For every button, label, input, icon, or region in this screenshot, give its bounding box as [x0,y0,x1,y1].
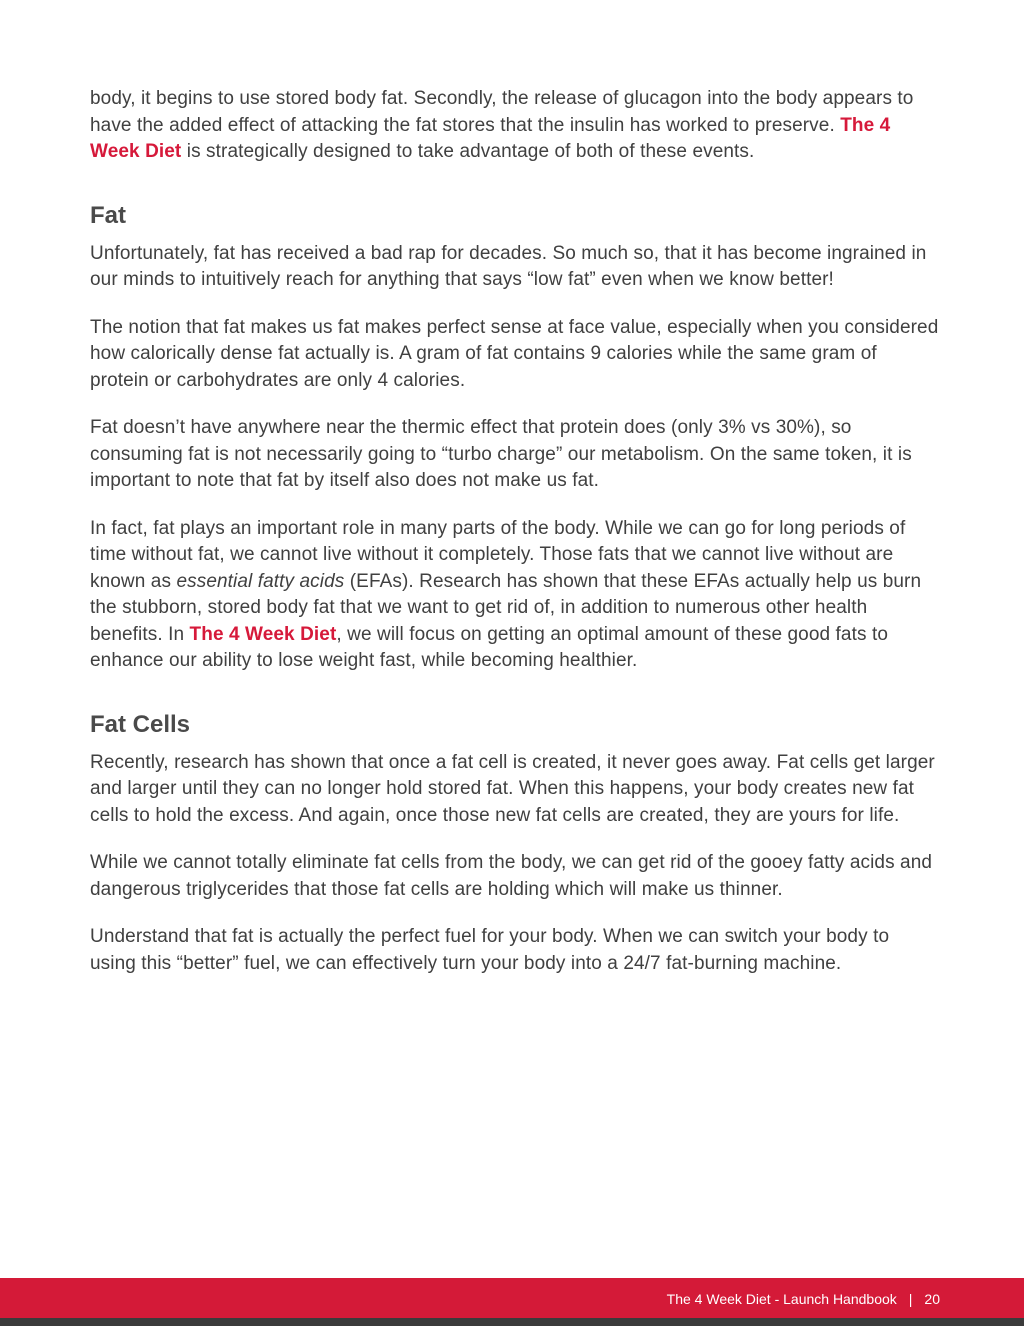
fat-p4-text-c: , we will focus on getting an optimal amount of these good fats to enhance our ability to lose weight fast, while becoming healthier. [90,623,888,671]
fat-cells-paragraph-1: Recently, research has shown that once a fat cell is created, it never goes away. Fat cells get larger and larger until they can no longer hold stored fat. When this happens, your body creates new fat cells to hold the excess. And again, once those new fat cells are created, they are yours for life. [90,751,935,826]
intro-text-2: is strategically designed to take advantage of both of these events. [181,141,755,162]
fat-cells-paragraph-2: While we cannot totally eliminate fat cells from the body, we can get rid of the gooey fatty acids and dangerous triglycerides that those fat cells are holding which will make us thinner. [90,852,933,900]
fat-paragraph-1: Unfortunately, fat has received a bad rap for decades. So much so, that it has become ingrained in our minds to intuitively reach for anything that says “low fat” even when we know better! [90,242,927,290]
footer-title: The 4 Week Diet - Launch Handbook [666,1291,897,1307]
essential-fatty-acids-term: essential fatty acids [176,570,345,592]
brand-name: The 4 Week Diet [90,114,891,162]
fat-paragraph-3: Fat doesn’t have anywhere near the thermic effect that protein does (only 3% vs 30%), so consuming fat is not necessarily going to “turbo charge” our metabolism. On the same token, it is important to note that fat by itself also does not make us fat. [90,417,912,491]
fat-cells-paragraph-3: Understand that fat is actually the perfect fuel for your body. When we can switch your body to using this “better” fuel, we can effectively turn your body into a 24/7 fat-burning machine. [90,926,890,974]
intro-paragraph [90,86,940,166]
fat-p4-text-a: In fact, fat plays an important role in many parts of the body. While we can go for long periods of time without fat, we cannot live without it completely. Those fats that we cannot live without are known as [90,517,906,592]
fat-p4-text-b: (EFAs). Research has shown that these EFAs actually help us burn the stubborn, stored body fat that we want to get rid of, in addition to numerous other health benefits. In [90,570,922,645]
intro-text-1: body, it begins to use stored body fat. Secondly, the release of glucagon into the body appears to have the added effect of attacking the fat stores that the insulin has worked to preserve. [90,88,914,136]
footer-bottom-strip [0,1318,1024,1326]
section-heading-fat-cells: Fat Cells [90,710,191,738]
fat-paragraph-4 [90,516,940,675]
page-content [90,86,940,998]
footer [667,1290,940,1308]
fat-paragraph-2: The notion that fat makes us fat makes perfect sense at face value, especially when you considered how calorically dense fat actually is. A gram of fat contains 9 calories while the same gram of protein or carbohydrates are only 4 calories. [90,316,939,391]
footer-separator: | [908,1291,913,1307]
brand-name: The 4 Week Diet [189,623,337,645]
page-number: 20 [924,1291,940,1307]
section-heading-fat: Fat [90,201,126,229]
